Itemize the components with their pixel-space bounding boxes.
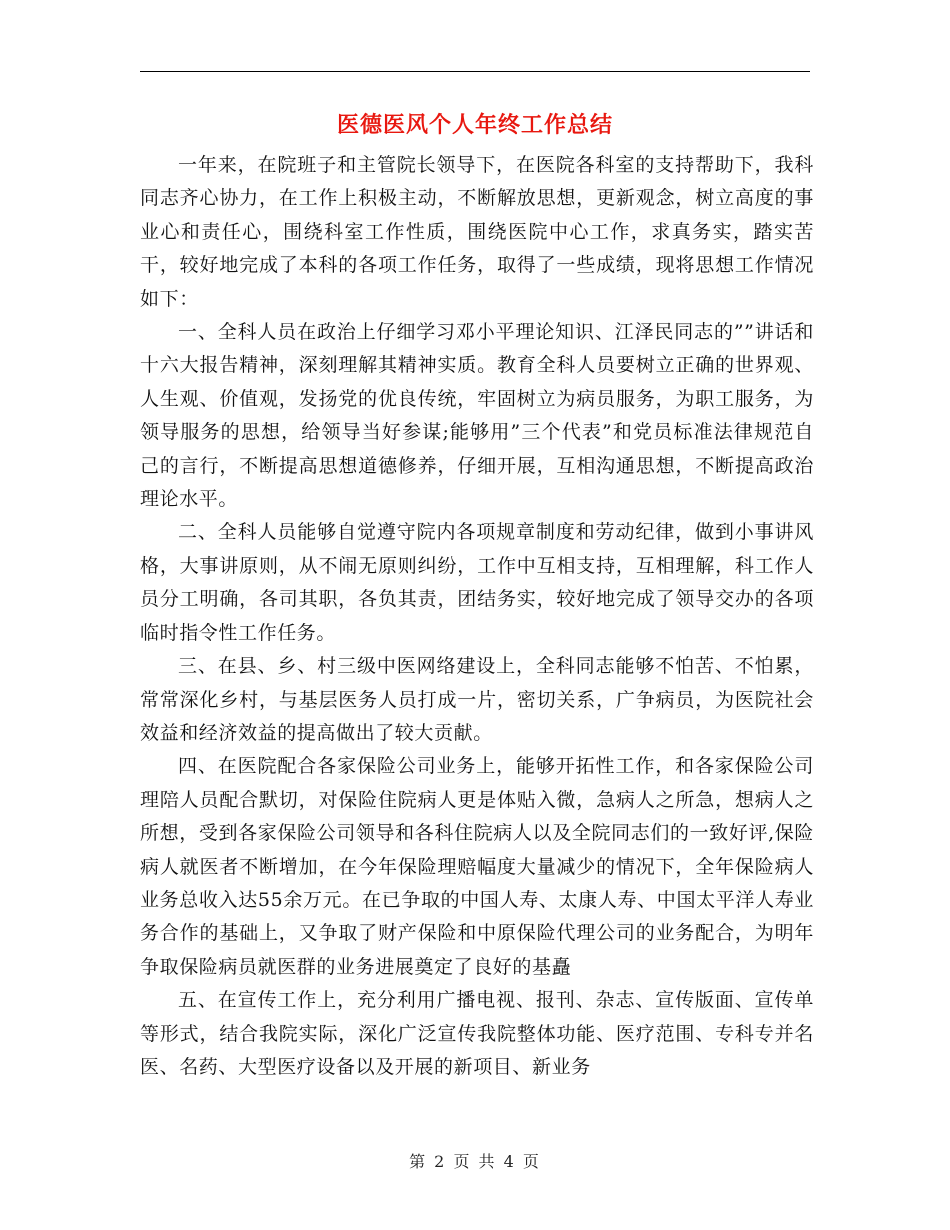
header-rule [140, 71, 810, 72]
paragraph-section-4: 四、在医院配合各家保险公司业务上，能够开拓性工作，和各家保险公司理陪人员配合默切，对保险住院病人更是体贴入微，急病人之所急，想病人之所想，受到各家保险公司领导和各科住院病人以及全院同志们的一致好评,保险病人就医者不断增加，在今年保险理赔幅度大量减少的情况下，全年保险病人业务总收入达55余万元。在已争取的中国人寿、太康人寿、中国太平洋人寿业务合作的基础上，又争取了财产保险和中原保险代理公司的业务配合，为明年争取保险病员就医群的业务进展奠定了良好的基矗 [140, 755, 814, 978]
paragraph-section-2: 二、全科人员能够自觉遵守院内各项规章制度和劳动纪律，做到小事讲风格，大事讲原则，从不闹无原则纠纷，工作中互相支持，互相理解，科工作人员分工明确，各司其职，各负其责，团结务实，较好地完成了领导交办的各项临时指令性工作任务。 [140, 521, 814, 644]
document-body [140, 149, 814, 1084]
page-number-footer: 第 2 页 共 4 页 [409, 1152, 541, 1171]
paragraph-section-1: 一、全科人员在政治上仔细学习邓小平理论知识、江泽民同志的””讲话和十六大报告精神，深刻理解其精神实质。教育全科人员要树立正确的世界观、人生观、价值观，发扬党的优良传统，牢固树立为病员服务，为职工服务，为领导服务的思想，给领导当好参谋;能够用”三个代表”和党员标准法律规范自己的言行，不断提高思想道德修养，仔细开展，互相沟通思想，不断提高政治理论水平。 [140, 321, 814, 511]
paragraph-intro: 一年来，在院班子和主管院长领导下，在医院各科室的支持帮助下，我科同志齐心协力，在工作上积极主动，不断解放思想，更新观念，树立高度的事业心和责任心，围绕科室工作性质，围绕医院中心工作，求真务实，踏实苦干，较好地完成了本科的各项工作任务，取得了一些成绩，现将思想工作情况如下： [140, 154, 814, 310]
document-title: 医德医风个人年终工作总结 [336, 112, 613, 138]
paragraph-section-5: 五、在宣传工作上，充分利用广播电视、报刊、杂志、宣传版面、宣传单等形式，结合我院实际，深化广泛宣传我院整体功能、医疗范围、专科专并名医、名药、大型医疗设备以及开展的新项目、新业务 [140, 989, 814, 1078]
paragraph-section-3: 三、在县、乡、村三级中医网络建设上，全科同志能够不怕苦、不怕累，常常深化乡村，与基层医务人员打成一片，密切关系，广争病员，为医院社会效益和经济效益的提高做出了较大贡献。 [140, 655, 814, 744]
